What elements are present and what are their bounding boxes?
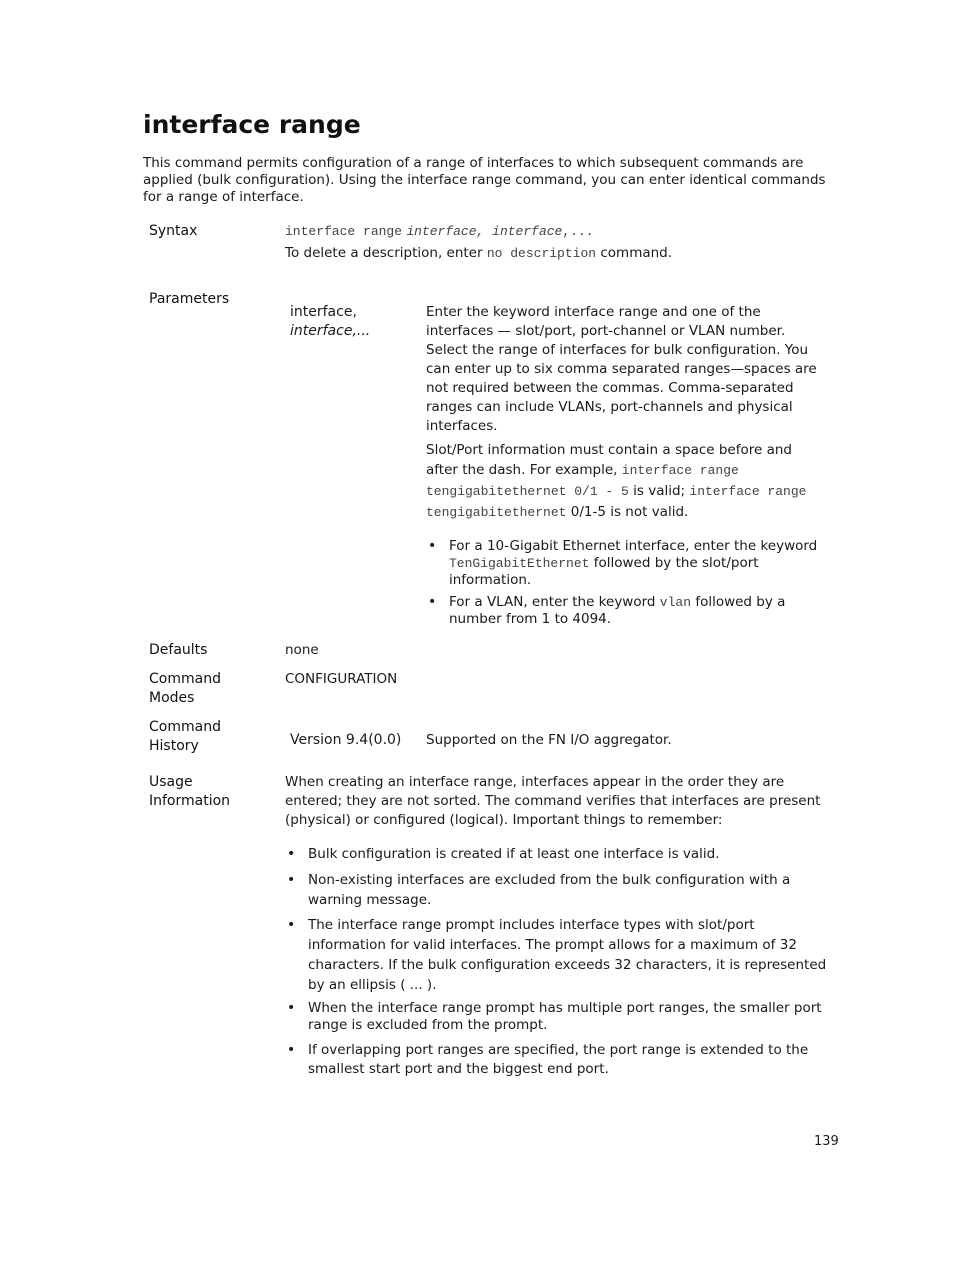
usage-bullets xyxy=(285,845,830,1079)
history-label xyxy=(149,718,221,756)
history-label-line2: History xyxy=(149,738,199,754)
modes-label xyxy=(149,670,221,708)
list-item: • If overlapping port ranges are specified, the port range is extended to the smallest start port and the biggest end port. xyxy=(285,1041,830,1079)
usage-label xyxy=(149,773,230,811)
bullet2-text-b: followed by a number from 1 to 4094. xyxy=(449,594,786,627)
list-item: • Bulk configuration is created if at least one interface is valid. xyxy=(285,845,830,864)
syntax-note-pre: To delete a description, enter xyxy=(285,245,483,261)
usage-content xyxy=(285,773,830,1079)
list-item xyxy=(426,538,828,589)
syntax-tail: ,... xyxy=(562,224,594,239)
syntax-cmd: interface range xyxy=(285,224,403,239)
syntax-label: Syntax xyxy=(149,223,198,239)
modes-label-line1: Command xyxy=(149,671,221,687)
parameter-name-line2: interface,... xyxy=(290,323,371,339)
list-item: • When the interface range prompt has multiple port ranges, the smaller port range is excluded from the prompt. xyxy=(285,1000,830,1034)
bullet2-code: vlan xyxy=(659,595,692,610)
list-item: • The interface range prompt includes interface types with slot/port information for valid interfaces. The prompt allows for a maximum of 32 characters. If the bulk configuration exceeds 32 characters, it is represented by an ellipsis ( ... ). xyxy=(285,915,830,995)
parameters-label: Parameters xyxy=(149,291,230,307)
syntax-note xyxy=(285,244,672,263)
modes-value: CONFIGURATION xyxy=(285,671,398,687)
intro-paragraph: This command permits configuration of a range of interfaces to which subsequent commands are applied (bulk configuration). Using the interface range command, you can enter identical commands for a range of interface. xyxy=(143,155,826,205)
parameter-desc-2-code1: interface range tengigabitethernet 0/1 - 5 xyxy=(426,463,739,499)
parameter-name xyxy=(290,303,370,341)
parameter-desc-2a: Slot/Port information must contain a space before and after the dash. For example, xyxy=(426,442,793,478)
syntax-note-post: command. xyxy=(600,245,673,261)
syntax-note-code: no description xyxy=(486,246,597,261)
bullet1-code: TenGigabitEthernet xyxy=(449,556,590,571)
parameter-desc-2-code2: interface range tengigabitethernet xyxy=(426,484,807,520)
parameter-name-line1: interface, xyxy=(290,304,357,320)
page-title: interface range xyxy=(143,110,361,139)
syntax-args: interface, interface xyxy=(406,224,563,239)
defaults-label: Defaults xyxy=(149,642,208,658)
history-version: Version 9.4(0.0) xyxy=(290,732,402,748)
parameter-desc-1: Enter the keyword interface range and one of the interfaces — slot/port, port-channel or VLAN number. Select the range of interfaces for bulk configuration. You can enter up to six comma separated ranges—spaces are not required between the commas. Comma-separated ranges can include VLANs, port-channels and physical interfaces. xyxy=(426,304,817,434)
usage-label-line1: Usage xyxy=(149,774,193,790)
parameter-description xyxy=(426,303,828,628)
usage-intro: When creating an interface range, interfaces appear in the order they are entered; they are not sorted. The command verifies that interfaces are present (physical) or configured (logical). Important things to remember: xyxy=(285,774,821,828)
history-description: Supported on the FN I/O aggregator. xyxy=(426,732,672,748)
bullet2-text-a: For a VLAN, enter the keyword xyxy=(449,594,656,610)
history-label-line1: Command xyxy=(149,719,221,735)
usage-label-line2: Information xyxy=(149,793,231,809)
defaults-value: none xyxy=(285,642,319,658)
bullet1-text-a: For a 10-Gigabit Ethernet interface, enter the keyword xyxy=(449,538,818,554)
modes-label-line2: Modes xyxy=(149,690,195,706)
parameter-desc-2b: is valid; xyxy=(633,483,686,499)
parameter-desc-2 xyxy=(426,440,828,523)
list-item xyxy=(426,594,828,628)
bullet1-text-b: followed by the slot/port information. xyxy=(449,555,759,588)
list-item: • Non-existing interfaces are excluded from the bulk configuration with a warning message. xyxy=(285,870,830,910)
parameter-desc-2c: 0/1-5 is not valid. xyxy=(570,504,689,520)
syntax-command xyxy=(285,222,594,241)
parameter-bullets xyxy=(426,538,828,628)
page-number: 139 xyxy=(814,1134,839,1149)
